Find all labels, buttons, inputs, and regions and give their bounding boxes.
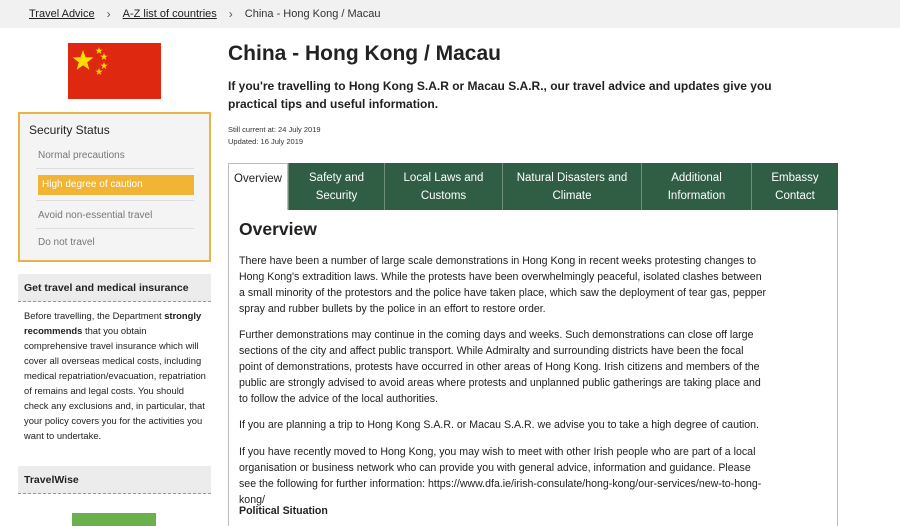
insurance-text	[18, 302, 211, 443]
tab-natural-disasters[interactable]: Natural Disasters and Climate	[502, 163, 641, 210]
insurance-box	[18, 274, 211, 448]
overview-paragraph-2: Further demonstrations may continue in the coming days and weeks. Such demonstrations can close off large sections of the city and affect public transport. While Admiralty and surrounding districts have been the focal point of demonstrations, protests have occurred in other areas of Hong Kong. Irish citizens and members of the public are strongly advised to avoid areas where protests and unplanned public gatherings are taking place and to follow the advice of the local authorities.	[239, 329, 761, 405]
overview-paragraph-1: There have been a number of large scale demonstrations in Hong Kong in recent weeks protesting changes to Hong Kong's extradition laws. While the protests have been overwhelmingly peaceful, isolated clashes between a small minority of the protestors and the police have taken place, which saw the deployment of tear gas, pepper spray and rubber bullets by the police in an effort to restore order.	[239, 255, 767, 315]
level-do-not-travel: Do not travel	[38, 237, 95, 248]
divider	[36, 228, 194, 229]
breadcrumb-travel-advice[interactable]: Travel Advice	[29, 8, 95, 20]
travelwise-logo[interactable]	[72, 513, 156, 526]
chevron-right-icon: ›	[106, 7, 111, 21]
breadcrumb	[0, 0, 900, 28]
level-normal-precautions: Normal precautions	[38, 150, 125, 161]
level-avoid-non-essential: Avoid non-essential travel	[38, 210, 153, 221]
date-info	[228, 124, 321, 148]
breadcrumb-az-list[interactable]: A-Z list of countries	[122, 8, 217, 20]
china-flag-image	[68, 43, 161, 99]
tab-overview[interactable]: Overview	[228, 163, 288, 210]
tab-local-laws[interactable]: Local Laws and Customs	[384, 163, 502, 210]
tab-additional-info[interactable]: Additional Information	[641, 163, 751, 210]
overview-paragraph-4: If you have recently moved to Hong Kong, you may wish to meet with other Irish people who are part of a local organisation or business network who can provide you with general advice, information and guidance. Please see the following for further information: https://www.dfa.ie/irish-consulate/hong-kong/our-services/new-to-hong-kong/	[239, 446, 762, 506]
travelwise-box	[18, 466, 211, 526]
level-high-caution-active: High degree of caution	[38, 175, 194, 195]
overview-paragraph-3: If you are planning a trip to Hong Kong S.A.R. or Macau S.A.R. we advise you to take a high degree of caution.	[239, 419, 759, 431]
divider	[36, 168, 194, 169]
intro-text: If you're travelling to Hong Kong S.A.R or Macau S.A.R., our travel advice and updates give you practical tips and useful information.	[228, 79, 772, 111]
insurance-title: Get travel and medical insurance	[18, 274, 211, 302]
overview-heading: Overview	[239, 219, 317, 239]
security-status-title: Security Status	[29, 123, 110, 137]
travelwise-title: TravelWise	[18, 466, 211, 494]
page-title: China - Hong Kong / Macau	[228, 42, 501, 65]
divider	[36, 200, 194, 201]
updated-date: Updated: 16 July 2019	[228, 137, 304, 146]
political-situation-heading: Political Situation	[239, 505, 328, 517]
insurance-text-before: Before travelling, the Department	[24, 310, 165, 321]
security-status-box	[18, 112, 211, 262]
tab-embassy-contact[interactable]: Embassy Contact	[751, 163, 838, 210]
insurance-text-strong: strongly recommends	[24, 310, 202, 336]
insurance-text-after: that you obtain comprehensive travel insurance which will cover all overseas medical costs, including medical repatriation/evacuation, repatriation of remains and legal costs. You should check any exclusions and, in particular, that your policy covers you for the activities you want to undertake.	[24, 325, 206, 441]
still-current-date: Still current at: 24 July 2019	[228, 125, 321, 134]
tab-safety-security[interactable]: Safety and Security	[288, 163, 384, 210]
breadcrumb-current: China - Hong Kong / Macau	[244, 8, 381, 20]
tab-bar	[228, 163, 838, 210]
chevron-right-icon: ›	[228, 7, 233, 21]
